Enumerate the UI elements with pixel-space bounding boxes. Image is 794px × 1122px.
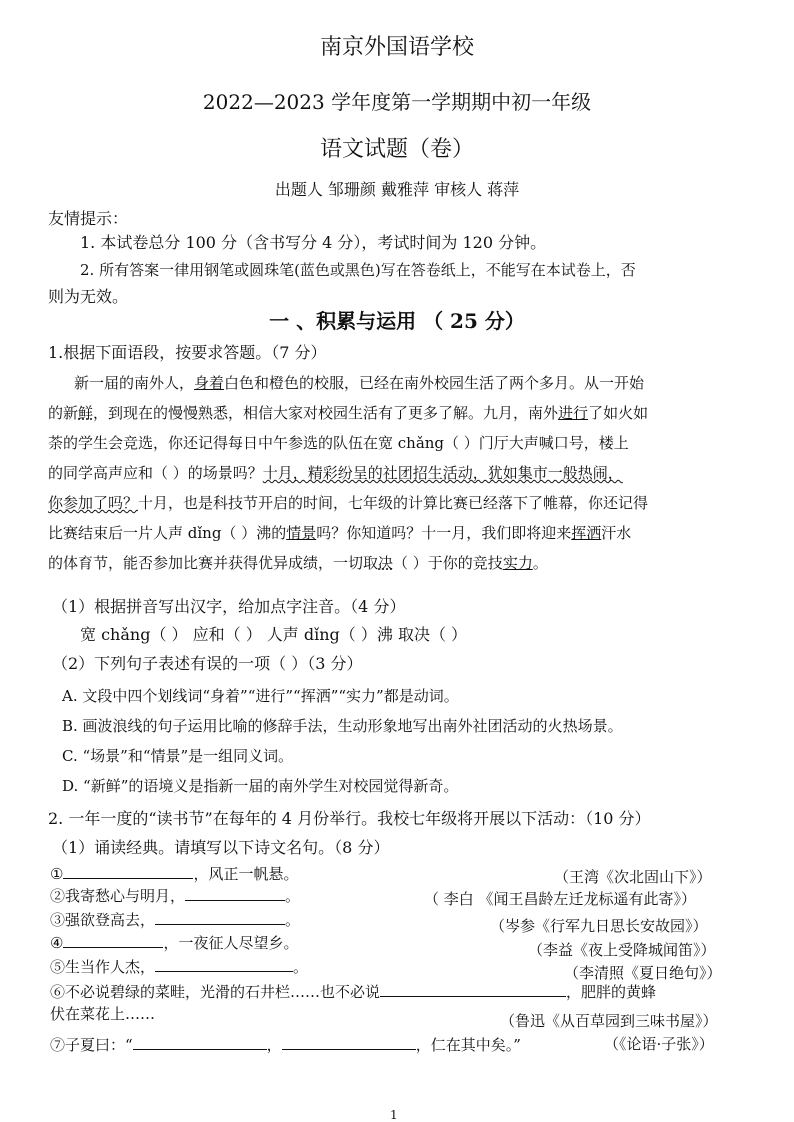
poem-source-1: （王湾《次北固山下》） bbox=[554, 868, 712, 886]
tips-heading: 友情提示： bbox=[48, 209, 129, 228]
answer-blank[interactable] bbox=[63, 931, 163, 948]
poem-line-1: ① ，风正一帆悬。 bbox=[50, 862, 298, 884]
option-b: B. 画波浪线的句子运用比喻的修辞手法，生动形象地写出南外社团活动的火热场景。 bbox=[62, 717, 623, 735]
tips-item-1: 1. 本试卷总分 100 分（含书写分 4 分），考试时间为 120 分钟。 bbox=[80, 233, 547, 252]
poem-line-6: ⑥不必说碧绿的菜畦，光滑的石井栏……也不必说 ，肥胖的黄蜂 bbox=[50, 980, 656, 1002]
underlined-word: 情景 bbox=[286, 524, 317, 542]
dotted-char: 鲜 bbox=[78, 404, 94, 422]
section-1-title: 一 、积累与运用 （ 25 分） bbox=[269, 309, 525, 333]
question-1-sub-1-items: 宽 chǎng（ ） 应和（ ） 人声 dǐng（ ）沸 取决（ ） bbox=[80, 625, 468, 644]
option-a: A. 文段中四个划线词“身着”“进行”“挥洒”“实力”都是动词。 bbox=[62, 687, 459, 705]
poem-line-2: ②我寄愁心与明月， 。 bbox=[50, 884, 300, 906]
question-2-stem: 2. 一年一度的“读书节”在每年的 4 月份举行。我校七年级将开展以下活动：（10 分） bbox=[48, 809, 651, 828]
question-1-stem: 1.根据下面语段，按要求答题。（7 分） bbox=[48, 343, 327, 362]
answer-blank[interactable] bbox=[185, 884, 285, 901]
passage-line-2: 的新鲜，到现在的慢慢熟悉，相信大家对校园生活有了更多了解。九月，南外进行了如火如 bbox=[48, 404, 649, 422]
answer-blank[interactable] bbox=[133, 1033, 267, 1050]
poem-line-6-cont: 伏在菜花上…… bbox=[50, 1005, 156, 1023]
question-1-sub-2: （2）下列句子表述有误的一项（ ）（3 分） bbox=[52, 654, 363, 673]
tips-item-2-cont: 则为无效。 bbox=[48, 287, 129, 306]
option-c: C. “场景”和“情景”是一组同义词。 bbox=[62, 747, 294, 765]
school-name: 南京外国语学校 bbox=[319, 35, 474, 60]
question-1-sub-1: （1）根据拼音写出汉字，给加点字注音。（4 分） bbox=[52, 597, 406, 616]
page-number: 1 bbox=[390, 1108, 398, 1122]
wavy-sentence-end: 你参加了吗？ bbox=[48, 494, 139, 512]
exam-term: 2022—2023 学年度第一学期期中初一年级 bbox=[202, 90, 592, 114]
answer-blank[interactable] bbox=[155, 955, 293, 972]
answer-blank[interactable] bbox=[63, 862, 193, 879]
underlined-word: 挥洒 bbox=[571, 524, 602, 542]
answer-blank[interactable] bbox=[282, 1033, 416, 1050]
poem-line-3: ③强欲登高去， 。 bbox=[50, 908, 300, 930]
underlined-word: 实力 bbox=[502, 554, 533, 572]
poem-source-4: （李益《夜上受降城闻笛》） bbox=[528, 941, 716, 959]
answer-blank[interactable] bbox=[380, 980, 566, 997]
poem-line-5: ⑤生当作人杰， 。 bbox=[50, 955, 308, 977]
exam-authors: 出题人 邹珊颜 戴雅萍 审核人 蒋萍 bbox=[274, 180, 520, 199]
poem-source-7: （《论语·子张》） bbox=[604, 1035, 714, 1053]
passage-line-3: 荼的学生会竞选，你还记得每日中午参选的队伍在宽 chǎng（ ）门厅大声喊口号，楼上 bbox=[48, 434, 629, 452]
passage-line-5: 你参加了吗？十月，也是科技节开启的时间，七年级的计算比赛已经落下了帷幕，你还记得 bbox=[48, 494, 649, 512]
wavy-sentence: 十月，精彩纷呈的社团招生活动，犹如集市一般热闹， bbox=[262, 464, 623, 482]
underlined-word: 身着 bbox=[194, 374, 225, 392]
passage-line-7: 的体育节，能否参加比赛并获得优异成绩，一切取决（ ）于你的竞技实力。 bbox=[48, 554, 548, 572]
underlined-word: 进行 bbox=[558, 404, 589, 422]
poem-source-2: （ 李白 《闻王昌龄左迁龙标遥有此寄》） bbox=[424, 890, 697, 908]
tips-item-2: 2. 所有答案一律用钢笔或圆珠笔(蓝色或黑色)写在答卷纸上，不能写在本试卷上，否 bbox=[80, 261, 636, 279]
question-2-sub-1: （1）诵读经典。请填写以下诗文名句。（8 分） bbox=[52, 838, 390, 857]
passage-line-1: 新一届的南外人，身着白色和橙色的校服，已经在南外校园生活了两个多月。从一开始 bbox=[74, 374, 645, 392]
poem-line-4: ④ ，一夜征人尽望乡。 bbox=[50, 931, 298, 953]
passage-line-4: 的同学高声应和（ ）的场景吗？十月，精彩纷呈的社团招生活动，犹如集市一般热闹， bbox=[48, 464, 623, 482]
poem-source-3: （岑参《行军九日思长安故园》） bbox=[490, 917, 708, 935]
answer-blank[interactable] bbox=[155, 908, 285, 925]
option-d: D. “新鲜”的语境义是指新一届的南外学生对校园觉得新奇。 bbox=[62, 777, 459, 795]
dotted-char: 决 bbox=[378, 554, 394, 572]
poem-line-7: ⑦子夏曰：“ ， ，仁在其中矣。” bbox=[50, 1033, 521, 1055]
poem-source-5: （李清照《夏日绝句》） bbox=[564, 964, 722, 982]
passage-line-6: 比赛结束后一片人声 dǐng（ ）沸的情景吗？你知道吗？十一月，我们即将迎来挥洒汗水 bbox=[48, 524, 632, 542]
poem-source-6: （鲁迅《从百草园到三味书屋》） bbox=[500, 1012, 718, 1030]
exam-title: 语文试题（卷） bbox=[319, 137, 474, 162]
